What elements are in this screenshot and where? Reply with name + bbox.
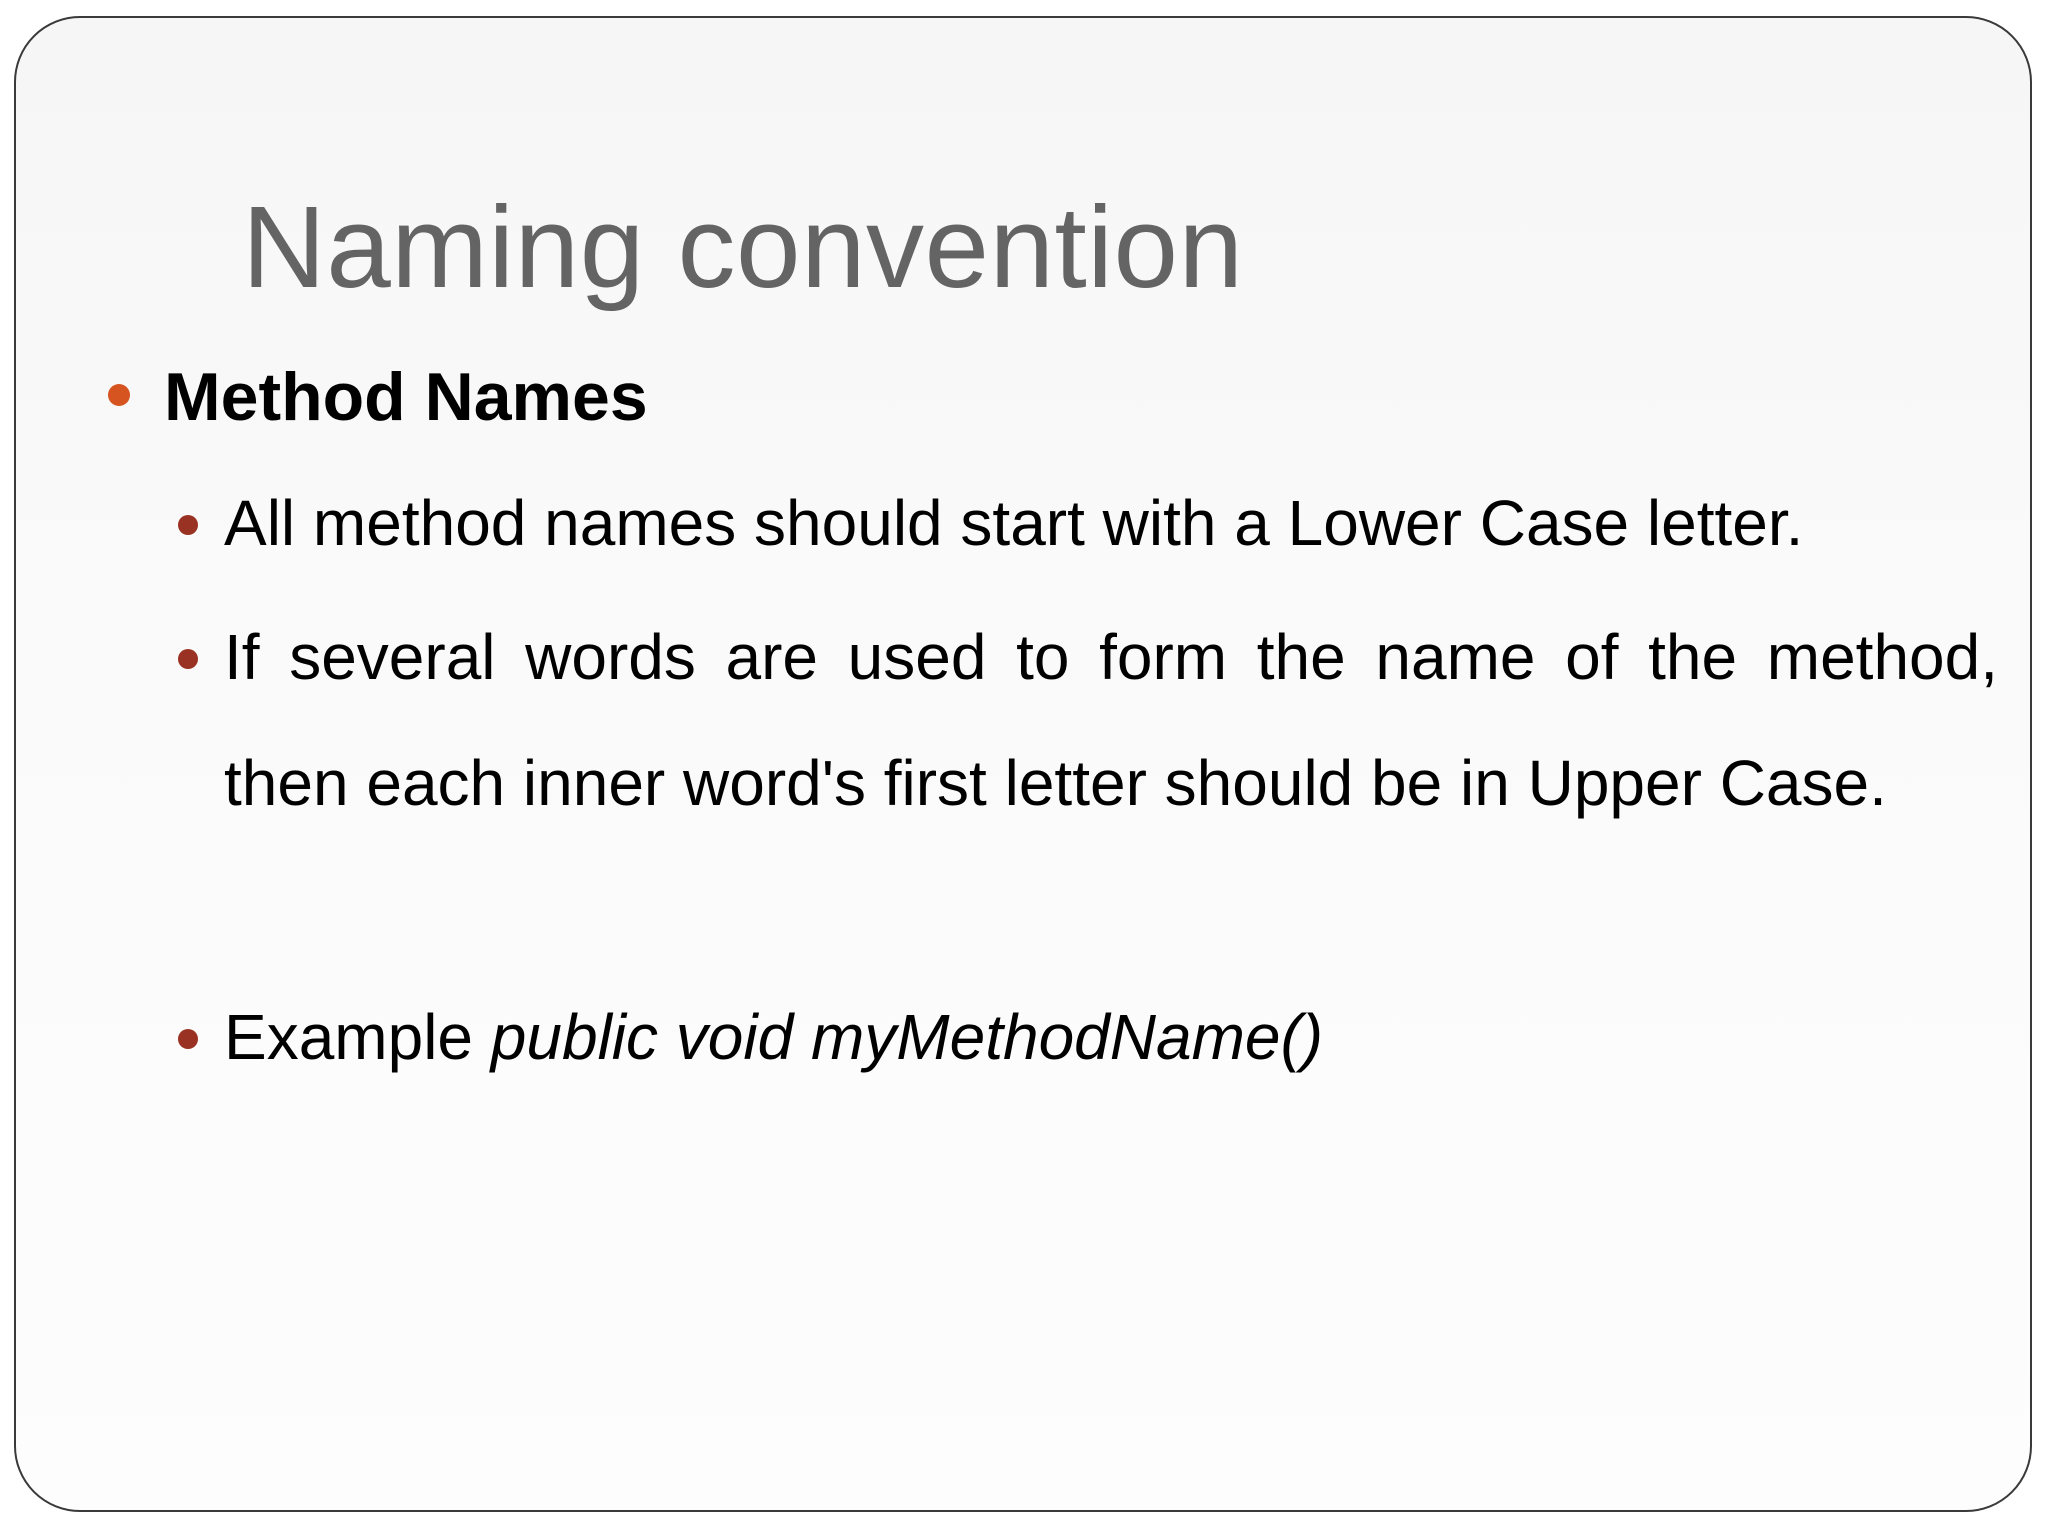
sub-bullet-dot-icon: [178, 649, 198, 669]
sub-bullet-dot-icon: [178, 1029, 198, 1049]
slide-frame: [14, 16, 2032, 1512]
example-label: Example: [224, 1001, 473, 1073]
list-item: All method names should start with a Lower Case letter.: [224, 487, 1804, 559]
example-code: public void myMethodName(): [490, 1001, 1324, 1073]
list-item-example: [224, 974, 1998, 1100]
section-heading: Method Names: [164, 359, 648, 435]
slide-title: Naming convention: [242, 182, 1244, 312]
sub-bullet-dot-icon: [178, 515, 198, 535]
list-item: If several words are used to form the name of the method, then each inner word's first letter should be in Upper Case.: [224, 621, 1998, 819]
bullet-dot-icon: [108, 384, 130, 406]
